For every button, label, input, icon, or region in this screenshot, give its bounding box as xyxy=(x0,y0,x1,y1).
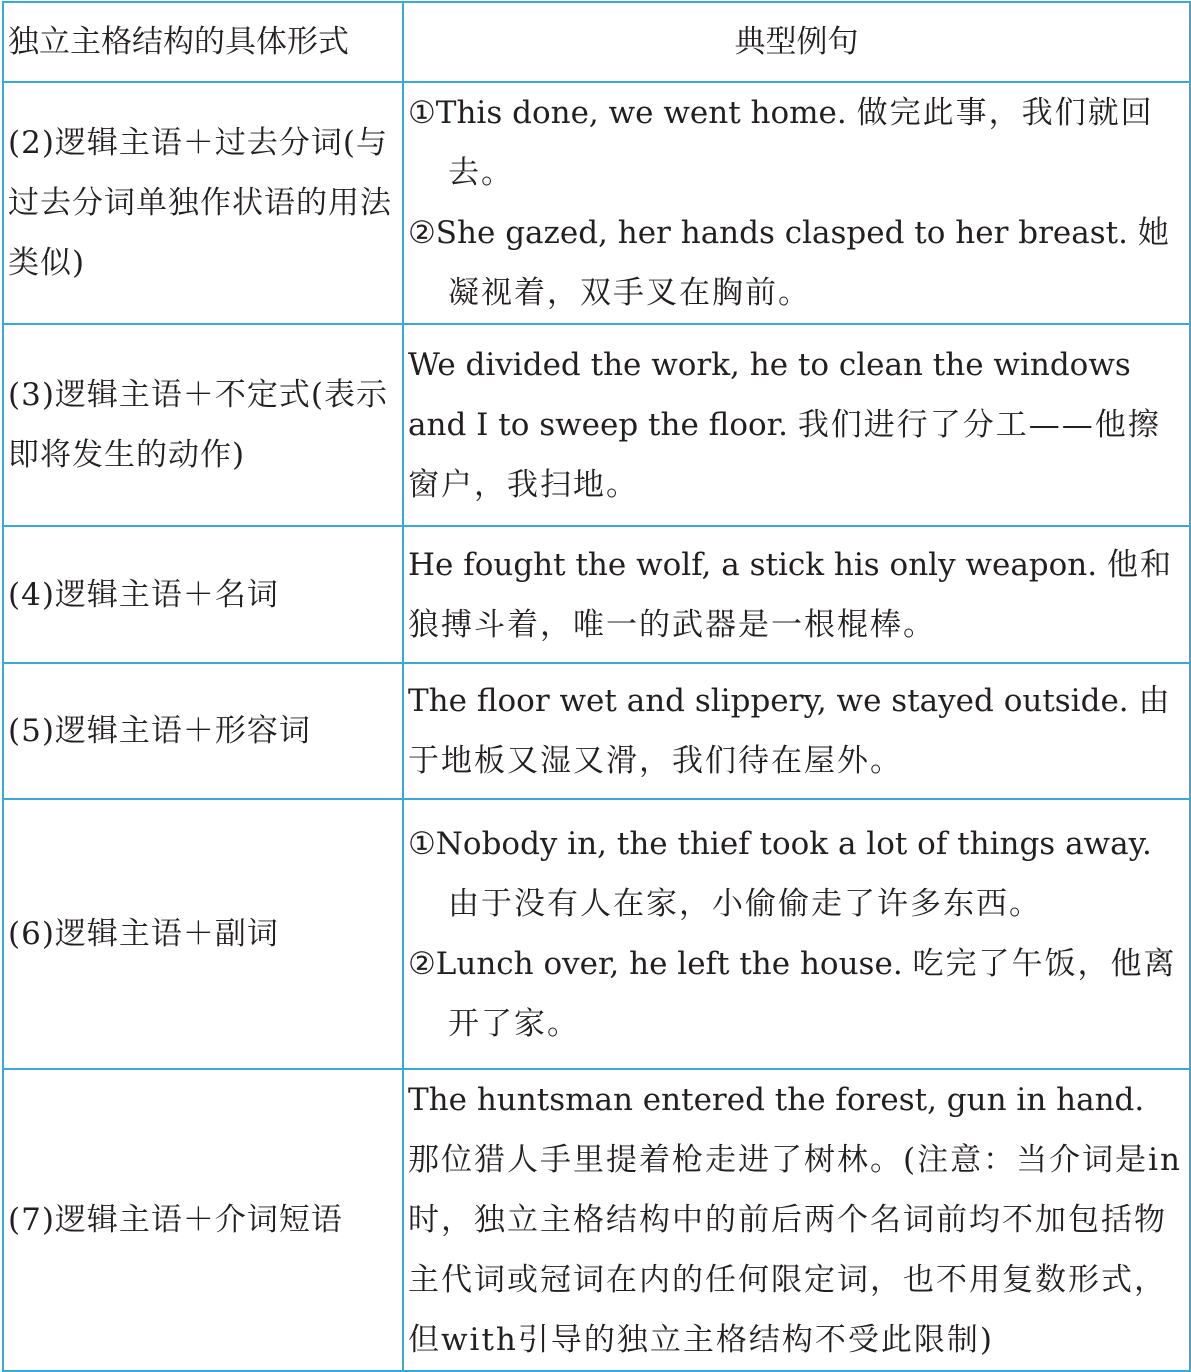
example-cell xyxy=(403,1069,1190,1371)
table-row xyxy=(3,799,1190,1069)
grammar-table xyxy=(2,1,1191,1372)
table-row xyxy=(3,82,1190,324)
form-cell: (2)逻辑主语＋过去分词(与过去分词单独作状语的用法类似) xyxy=(3,82,403,324)
form-cell: (7)逻辑主语＋介词短语 xyxy=(3,1069,403,1371)
example-english: We divided the work, he to clean the windows and I to sweep the floor. xyxy=(408,347,1131,443)
example-english: The huntsman entered the forest, gun in hand. xyxy=(408,1082,1145,1118)
example-item xyxy=(408,671,1185,791)
form-cell: (5)逻辑主语＋形容词 xyxy=(3,663,403,799)
example-item xyxy=(408,335,1185,515)
example-chinese: 做完此事，我们就回去。 xyxy=(448,95,1154,191)
example-chinese: 吃完了午饭，他离开了家。 xyxy=(448,946,1177,1042)
form-cell: (3)逻辑主语＋不定式(表示即将发生的动作) xyxy=(3,324,403,526)
example-chinese: 由于地板又湿又滑，我们待在屋外。 xyxy=(408,683,1172,779)
header-row xyxy=(3,2,1190,82)
header-form-column: 独立主格结构的具体形式 xyxy=(3,2,403,82)
example-english: ①Nobody in, the thief took a lot of things away. xyxy=(408,826,1152,862)
table-row xyxy=(3,526,1190,663)
example-item xyxy=(408,814,1185,934)
example-item xyxy=(408,203,1185,323)
example-cell xyxy=(403,324,1190,526)
table-row xyxy=(3,324,1190,526)
example-cell xyxy=(403,82,1190,324)
example-chinese: 她凝视着，双手叉在胸前。 xyxy=(448,215,1171,311)
example-cell xyxy=(403,799,1190,1069)
example-item xyxy=(408,535,1185,655)
example-item xyxy=(408,934,1185,1054)
example-cell xyxy=(403,526,1190,663)
example-chinese: 那位猎人手里提着枪走进了树林。(注意：当介词是in时，独立主格结构中的前后两个名词前均不加包括物主代词或冠词在内的任何限定词，也不用复数形式，但with引导的独立主格结构不受此限制) xyxy=(408,1142,1182,1358)
form-cell: (4)逻辑主语＋名词 xyxy=(3,526,403,663)
example-chinese: 由于没有人在家，小偷偷走了许多东西。 xyxy=(448,886,1042,922)
example-english: He fought the wolf, a stick his only weapon. xyxy=(408,546,1098,583)
example-item xyxy=(408,83,1185,203)
example-english: ②Lunch over, he left the house. xyxy=(408,946,903,982)
example-item xyxy=(408,1070,1185,1370)
form-cell: (6)逻辑主语＋副词 xyxy=(3,799,403,1069)
table-row xyxy=(3,663,1190,799)
example-english: The floor wet and slippery, we stayed outside. xyxy=(408,683,1129,719)
example-english: ①This done, we went home. xyxy=(408,95,847,131)
table-row xyxy=(3,1069,1190,1371)
example-chinese: 我们进行了分工——他擦窗户，我扫地。 xyxy=(408,407,1161,503)
example-chinese: 他和狼搏斗着，唯一的武器是一根棍棒。 xyxy=(408,546,1173,643)
example-cell xyxy=(403,663,1190,799)
example-english: ②She gazed, her hands clasped to her breast. xyxy=(408,215,1128,251)
header-example-column: 典型例句 xyxy=(403,2,1190,82)
